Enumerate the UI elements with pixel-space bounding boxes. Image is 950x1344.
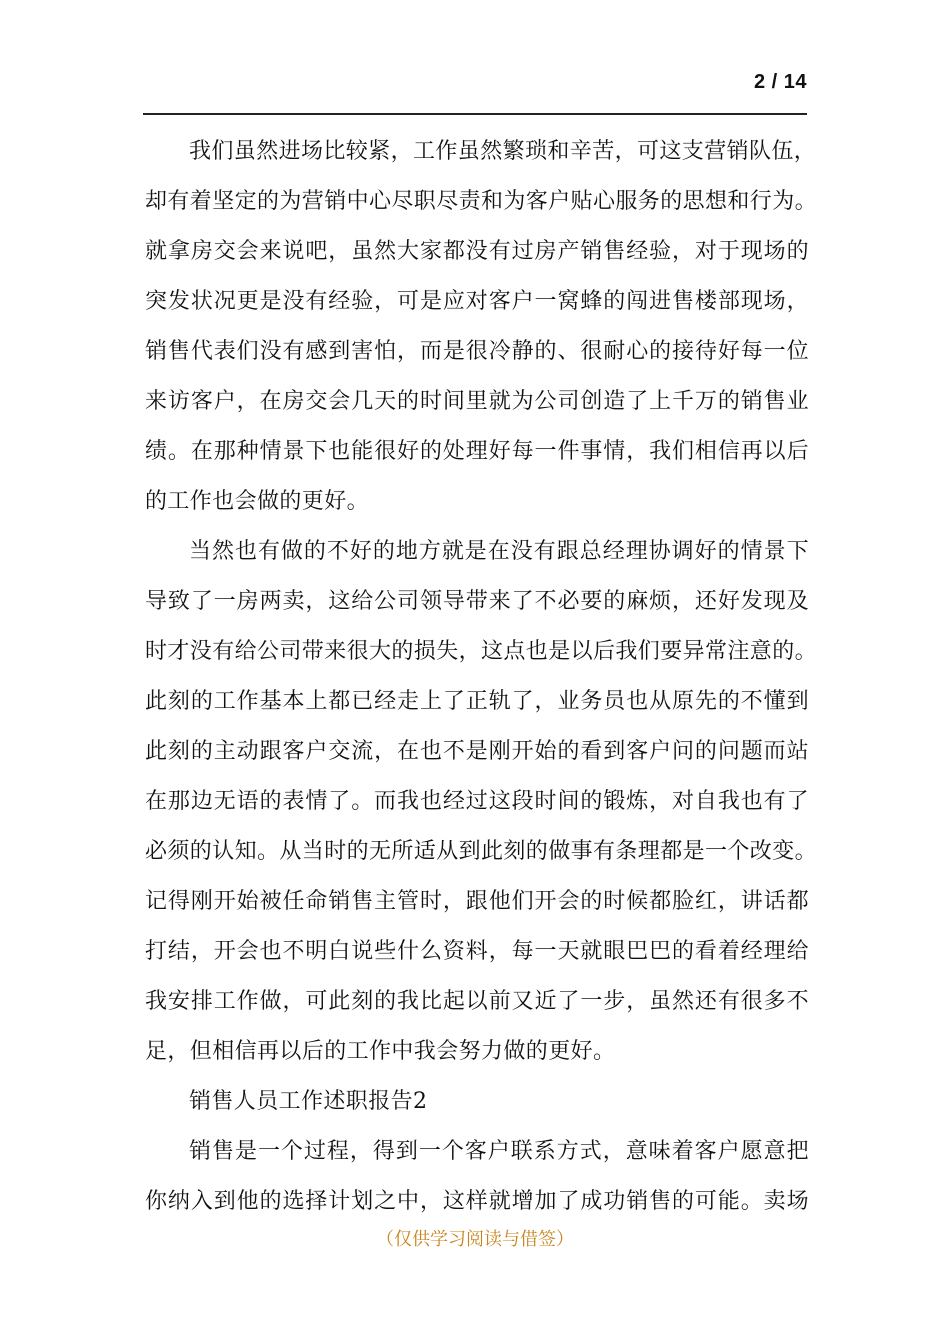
paragraph-2-line-6: 在那边无语的表情了。而我也经过这段时间的锻炼，对自我也有了 (145, 789, 809, 814)
paragraph-1-line-6: 来访客户，在房交会几天的时间里就为公司创造了上千万的销售业 (145, 389, 809, 414)
page-number: 2 / 14 (753, 71, 807, 93)
document-body (145, 127, 818, 1227)
paragraph-1-line-5: 销售代表们没有感到害怕，而是很冷静的、很耐心的接待好每一位 (145, 339, 809, 364)
paragraph-2-line-8: 记得刚开始被任命销售主管时，跟他们开会的时候都脸红，讲话都 (145, 889, 809, 914)
paragraph-2-line-9: 打结，开会也不明白说些什么资料，每一天就眼巴巴的看着经理给 (145, 939, 809, 964)
section-heading: 销售人员工作述职报告2 (189, 1089, 428, 1114)
paragraph-2-line-3: 时才没有给公司带来很大的损失，这点也是以后我们要异常注意的。 (145, 639, 818, 664)
footer-disclaimer: （仅供学习阅读与借签） (376, 1229, 574, 1250)
header-divider (143, 113, 807, 115)
paragraph-3-line-2: 你纳入到他的选择计划之中，这样就增加了成功销售的可能。卖场 (145, 1189, 809, 1214)
paragraph-2-line-7: 必须的认知。从当时的无所适从到此刻的做事有条理都是一个改变。 (145, 839, 818, 864)
paragraph-2-line-4: 此刻的工作基本上都已经走上了正轨了，业务员也从原先的不懂到 (145, 689, 809, 714)
paragraph-3-line-1: 销售是一个过程，得到一个客户联系方式，意味着客户愿意把 (189, 1139, 809, 1164)
paragraph-2-line-11: 足，但相信再以后的工作中我会努力做的更好。 (145, 1039, 616, 1064)
paragraph-1-line-1: 我们虽然进场比较紧，工作虽然繁琐和辛苦，可这支营销队伍， (189, 139, 817, 164)
paragraph-1-line-3: 就拿房交会来说吧，虽然大家都没有过房产销售经验，对于现场的 (145, 239, 809, 264)
paragraph-2-line-1: 当然也有做的不好的地方就是在没有跟总经理协调好的情景下 (189, 539, 809, 564)
paragraph-1-line-4: 突发状况更是没有经验，可是应对客户一窝蜂的闯进售楼部现场， (145, 289, 809, 314)
paragraph-1-line-8: 的工作也会做的更好。 (145, 489, 370, 514)
paragraph-1-line-7: 绩。在那种情景下也能很好的处理好每一件事情，我们相信再以后 (145, 439, 809, 464)
paragraph-1-line-2: 却有着坚定的为营销中心尽职尽责和为客户贴心服务的思想和行为。 (145, 189, 818, 214)
paragraph-2-line-5: 此刻的主动跟客户交流，在也不是刚开始的看到客户问的问题而站 (145, 739, 809, 764)
paragraph-2-line-10: 我安排工作做，可此刻的我比起以前又近了一步，虽然还有很多不 (145, 989, 809, 1014)
paragraph-2-line-2: 导致了一房两卖，这给公司领导带来了不必要的麻烦，还好发现及 (145, 589, 809, 614)
